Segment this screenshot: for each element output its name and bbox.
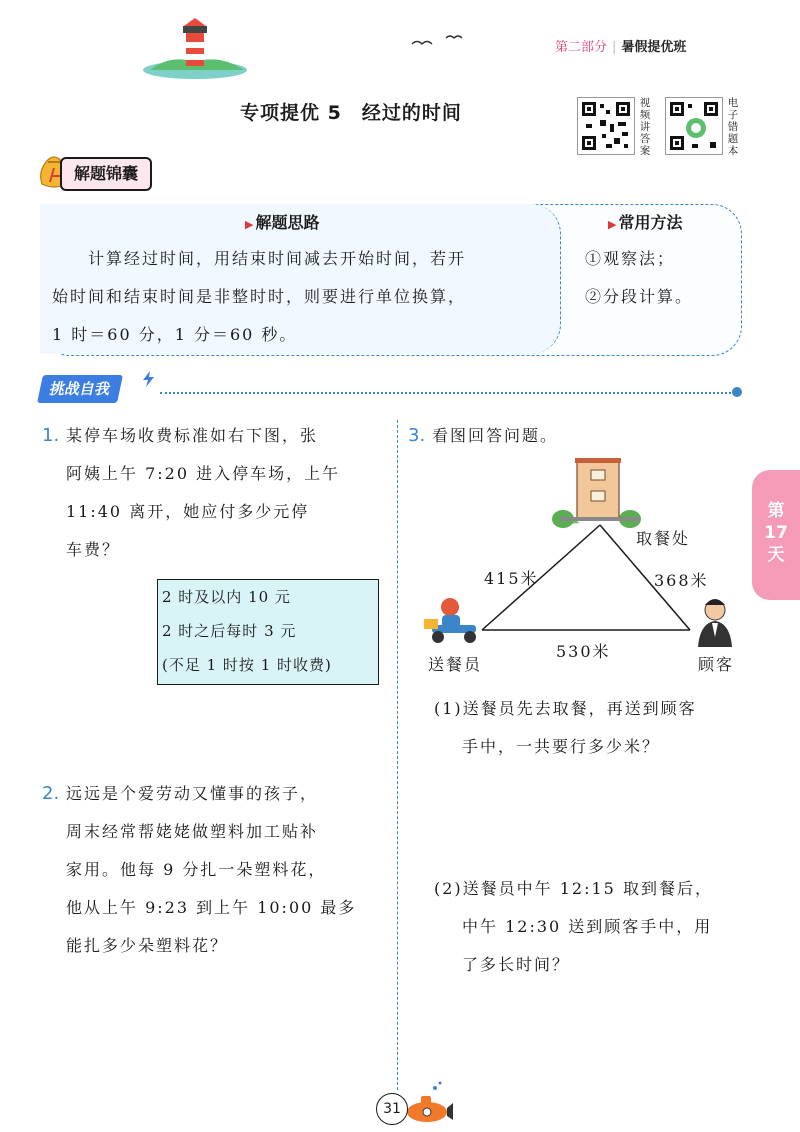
methods-title: 常用方法: [618, 213, 683, 232]
q2-number: 2.: [42, 783, 60, 804]
pickup-building-icon: [552, 458, 641, 528]
methods-heading: [608, 210, 682, 233]
pickup-label: 取餐处: [636, 529, 691, 548]
header-part: 第二部分: [555, 40, 608, 55]
qr-code-error-book[interactable]: [665, 97, 723, 155]
method-item-1: ①观察法；: [585, 249, 676, 268]
page-number: 31: [376, 1093, 408, 1125]
price-rule-3: (不足 1 时按 1 时收费): [162, 656, 332, 674]
qr-error-book-label: 电子错题本: [727, 97, 739, 157]
header-series: 第二部分 | 暑假提优班: [555, 40, 687, 55]
q3-sub2-line-3: 了多长时间？: [462, 955, 571, 974]
q1-line-4: 车费？: [66, 540, 121, 559]
approach-line-1: 计算经过时间，用结束时间减去开始时间，若开: [88, 249, 467, 268]
q2-line-2: 周末经常帮姥姥做塑料加工贴补: [66, 822, 319, 841]
qr-code-video[interactable]: [577, 97, 635, 155]
approach-line-3: 1 时＝60 分，1 分＝60 秒。: [52, 325, 298, 344]
tips-banner: 解题锦囊: [60, 157, 152, 191]
birds-icon: [410, 30, 470, 52]
triangle-icon: ▶: [608, 218, 617, 231]
q3-sub2-line-1: (2)送餐员中午 12:15 取到餐后，: [434, 879, 713, 898]
customer-person-icon: [698, 599, 732, 647]
q1-line-1: 某停车场收费标准如右下图，张: [66, 426, 319, 445]
q3-sub1-line-1: (1)送餐员先去取餐，再送到顾客: [434, 699, 697, 718]
dist-right-label: 368米: [654, 571, 709, 590]
q2-line-5: 能扎多少朵塑料花？: [66, 936, 229, 955]
dist-bottom-label: 530米: [556, 642, 611, 661]
q3-number: 3.: [408, 425, 426, 446]
challenge-divider: [160, 392, 735, 394]
approach-line-2: 始时间和结束时间是非整时时，则要进行单位换算，: [52, 287, 467, 306]
q1-number: 1.: [42, 425, 60, 446]
q3-intro: 看图回答问题。: [432, 426, 559, 445]
q2-line-4: 他从上午 9:23 到上午 10:00 最多: [66, 898, 357, 917]
day-tab-suffix: 天: [767, 545, 785, 565]
customer-label: 顾客: [698, 655, 735, 674]
q3-sub2-line-2: 中午 12:30 送到顾客手中，用: [462, 917, 713, 936]
price-rule-2: 2 时之后每时 3 元: [162, 622, 297, 640]
challenge-divider-dot: [732, 387, 742, 397]
courier-scooter-icon: [424, 598, 476, 643]
q2-line-3: 家用。他每 9 分扎一朵塑料花，: [66, 860, 327, 879]
courier-label: 送餐员: [428, 655, 483, 674]
day-tab-label: [762, 500, 790, 566]
q1-line-3: 11:40 离开，她应付多少元停: [66, 502, 310, 521]
price-rule-1: 2 时及以内 10 元: [162, 588, 291, 606]
parking-price-box: [157, 579, 379, 685]
submarine-icon: [405, 1078, 455, 1126]
header-series-name: 暑假提优班: [621, 40, 687, 55]
challenge-banner: 挑战自我: [37, 375, 123, 403]
approach-title: 解题思路: [255, 213, 320, 232]
column-divider: [397, 420, 398, 1090]
page-title: 专项提优 5 经过的时间: [240, 102, 462, 124]
q2-line-1: 远远是个爱劳动又懂事的孩子，: [66, 784, 319, 803]
lightning-icon: [140, 370, 158, 388]
q3-sub1-line-2: 手中，一共要行多少米？: [462, 737, 661, 756]
method-item-2: ②分段计算。: [585, 287, 694, 306]
q1-line-2: 阿姨上午 7:20 进入停车场，上午: [66, 464, 341, 483]
day-tab-prefix: 第: [767, 501, 785, 521]
day-tab-number: 17: [764, 523, 788, 543]
approach-heading: [245, 210, 319, 233]
lighthouse-illustration: [140, 18, 250, 80]
qr-video-label: 视频讲答案: [639, 97, 651, 157]
triangle-icon: ▶: [245, 218, 254, 231]
dist-left-label: 415米: [484, 569, 539, 588]
